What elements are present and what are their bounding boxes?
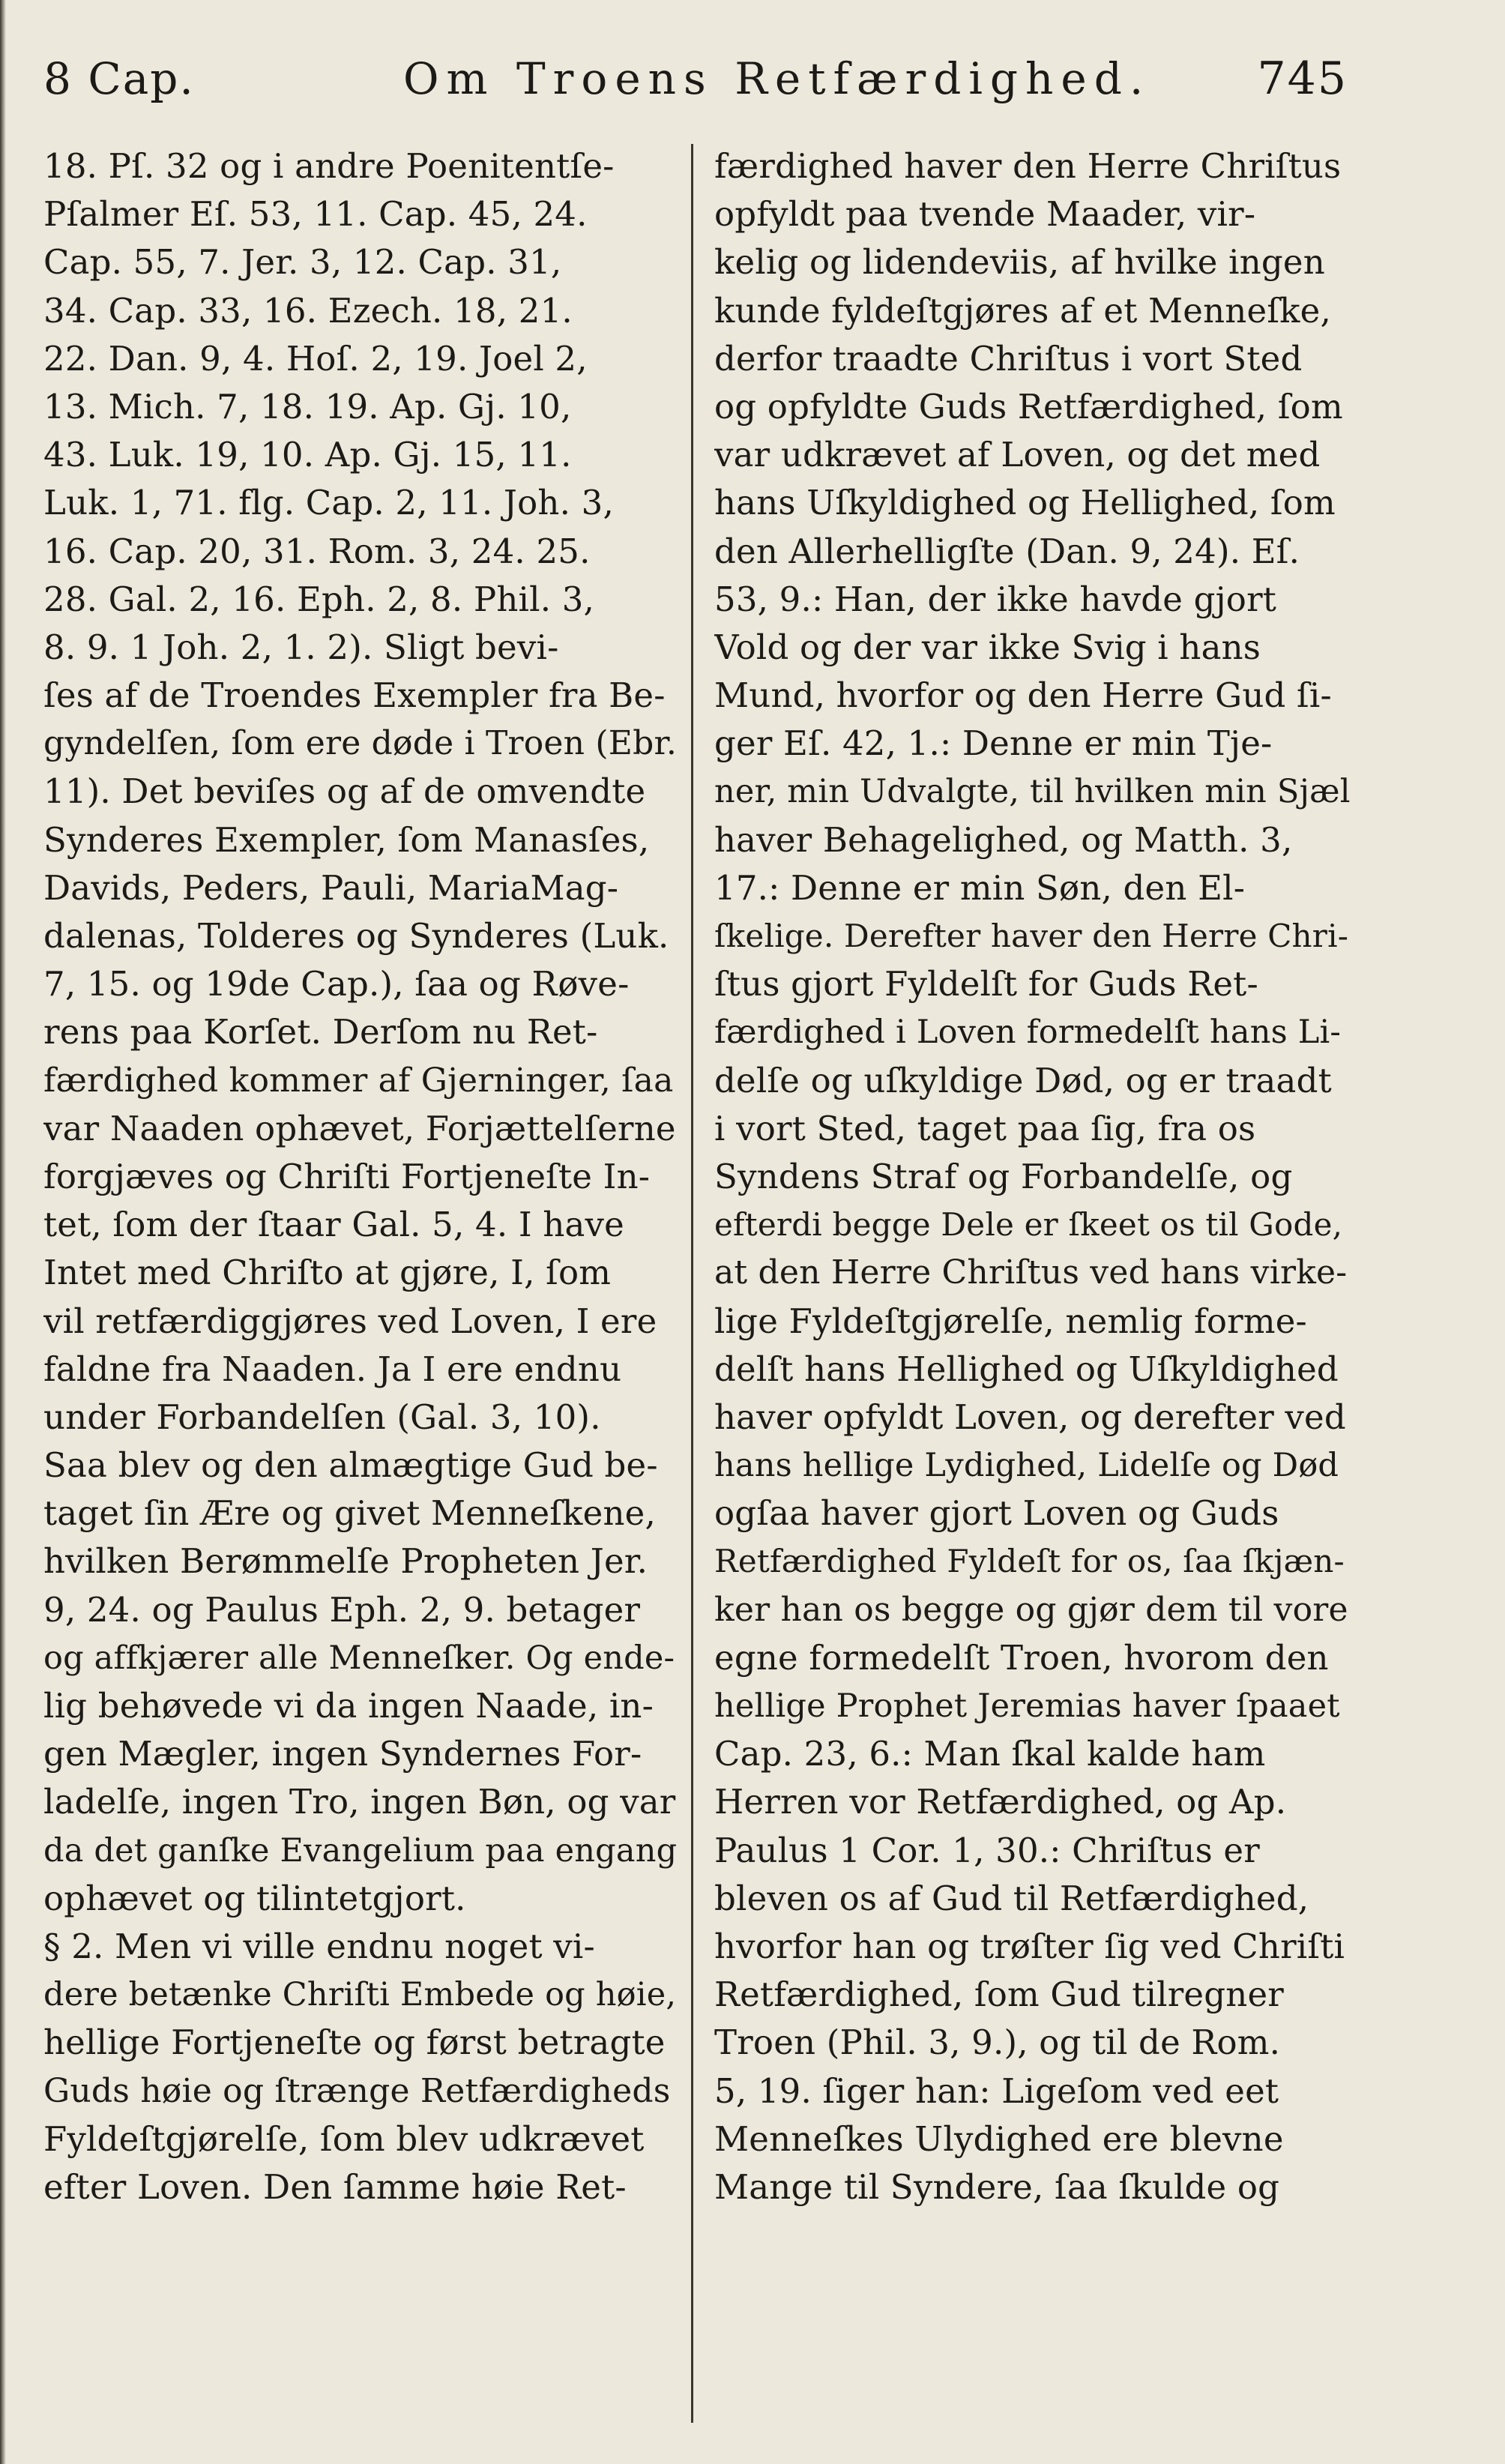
text-line: Retfærdighed, ſom Gud tilregner <box>714 1974 1284 2015</box>
text-line: var udkrævet af Loven, og det med <box>714 435 1321 475</box>
text-line: taget ſin Ære og givet Menneſkene, <box>43 1493 656 1534</box>
text-line: opfyldt paa tvende Maader, vir- <box>714 194 1256 235</box>
text-line: 11). Det beviſes og af de omvendte <box>43 771 646 812</box>
text-line: den Allerhelligſte (Dan. 9, 24). Eſ. <box>714 531 1300 571</box>
text-line: rens paa Korſet. Derſom nu Ret- <box>43 1012 598 1052</box>
running-title: Om Troens Retfærdighed. <box>403 53 1151 104</box>
right-text-column <box>714 142 1351 2211</box>
text-line: ger Eſ. 42, 1.: Denne er min Tje- <box>714 723 1273 764</box>
text-line: haver opfyldt Loven, og derefter ved <box>714 1397 1346 1437</box>
text-line: delſe og uſkyldige Død, og er traadt <box>714 1060 1332 1100</box>
text-line: Mund, hvorfor og den Herre Gud ſi- <box>714 675 1332 716</box>
text-line: færdighed kommer af Gjerninger, ſaa <box>43 1061 674 1100</box>
text-line: Synderes Exempler, ſom Manasſes, <box>43 819 650 860</box>
text-line: Fyldeſtgjørelſe, ſom blev udkrævet <box>43 2118 645 2159</box>
running-head <box>43 45 1348 112</box>
text-line: Luk. 1, 71. flg. Cap. 2, 11. Joh. 3, <box>43 483 614 523</box>
text-line: efterdi begge Dele er ſkeet os til Gode, <box>714 1206 1343 1244</box>
text-line: at den Herre Chriſtus ved hans virke- <box>714 1253 1348 1292</box>
left-text-column <box>43 142 681 2211</box>
text-line: dalenas, Tolderes og Synderes (Luk. <box>43 916 669 956</box>
text-line: Syndens Straf og Forbandelſe, og <box>714 1156 1293 1196</box>
text-line: derfor traadte Chriſtus i vort Sted <box>714 338 1303 379</box>
text-line: gen Mægler, ingen Syndernes For- <box>43 1734 642 1774</box>
text-line: og affkjærer alle Menneſker. Og ende- <box>43 1639 675 1677</box>
text-line: færdighed i Loven formedelſt hans Li- <box>714 1013 1342 1052</box>
text-line: 34. Cap. 33, 16. Ezech. 18, 21. <box>43 290 573 331</box>
text-line: 53, 9.: Han, der ikke havde gjort <box>714 579 1277 619</box>
text-line: § 2. Men vi ville endnu noget vi- <box>43 1926 595 1966</box>
text-line: Troen (Phil. 3, 9.), og til de Rom. <box>714 2022 1281 2063</box>
text-line: Intet med Chriſto at gjøre, I, ſom <box>43 1253 612 1293</box>
text-line: egne formedelſt Troen, hvorom den <box>714 1637 1329 1678</box>
text-line: 9, 24. og Paulus Eph. 2, 9. betager <box>43 1589 641 1630</box>
text-line: forgjæves og Chriſti Fortjeneſte In- <box>43 1156 651 1196</box>
text-line: efter Loven. Den ſamme høie Ret- <box>43 2166 627 2207</box>
text-line: 5, 19. ſiger han: Ligeſom ved eet <box>714 2070 1279 2111</box>
text-line: 13. Mich. 7, 18. 19. Ap. Gj. 10, <box>43 386 572 427</box>
text-line: Paulus 1 Cor. 1, 30.: Chriſtus er <box>714 1830 1260 1870</box>
text-line: og opfyldte Guds Retfærdighed, ſom <box>714 386 1343 427</box>
text-line: Cap. 23, 6.: Man ſkal kalde ham <box>714 1734 1266 1774</box>
text-line: ſtus gjort Fyldelſt for Guds Ret- <box>714 964 1258 1004</box>
text-line: hellige Fortjeneſte og først betragte <box>43 2022 666 2063</box>
page-gutter-shadow <box>0 0 6 2464</box>
text-line: Pſalmer Eſ. 53, 11. Cap. 45, 24. <box>43 194 588 235</box>
text-line: Herren vor Retfærdighed, og Ap. <box>714 1782 1287 1822</box>
text-line: gyndelſen, ſom ere døde i Troen (Ebr. <box>43 724 678 763</box>
page-number: 745 <box>1257 52 1348 105</box>
text-line: da det ganſke Evangelium paa engang <box>43 1831 678 1870</box>
text-line: delſt hans Hellighed og Uſkyldighed <box>714 1349 1339 1389</box>
text-line: lige Fyldeſtgjørelſe, nemlig forme- <box>714 1301 1307 1341</box>
text-line: Davids, Peders, Pauli, MariaMag- <box>43 867 619 908</box>
text-line: Retfærdighed Fyldeſt for os, ſaa ſkjæn- <box>714 1543 1345 1580</box>
text-line: 7, 15. og 19de Cap.), ſaa og Røve- <box>43 964 630 1004</box>
text-line: kelig og lidendeviis, af hvilke ingen <box>714 242 1325 283</box>
text-line: bleven os af Gud til Retfærdighed, <box>714 1878 1309 1918</box>
text-line: ſkelige. Derefter haver den Herre Chri- <box>714 918 1349 954</box>
text-line: 8. 9. 1 Joh. 2, 1. 2). Sligt bevi- <box>43 627 559 667</box>
text-line: kunde fyldeſtgjøres af et Menneſke, <box>714 290 1331 331</box>
text-line: Vold og der var ikke Svig i hans <box>714 627 1261 667</box>
text-line: 22. Dan. 9, 4. Hoſ. 2, 19. Joel 2, <box>43 338 588 379</box>
text-line: 17.: Denne er min Søn, den El- <box>714 867 1246 908</box>
text-line: i vort Sted, taget paa ſig, fra os <box>714 1108 1256 1148</box>
text-line: ker han os begge og gjør dem til vore <box>714 1590 1348 1629</box>
text-line: Guds høie og ſtrænge Retfærdigheds <box>43 2071 671 2110</box>
text-line: 18. Pſ. 32 og i andre Poenitentſe- <box>43 146 615 186</box>
text-line: dere betænke Chriſti Embede og høie, <box>43 1976 677 2014</box>
text-line: hellige Prophet Jeremias haver ſpaaet <box>714 1687 1340 1725</box>
text-line: færdighed haver den Herre Chriſtus <box>714 146 1342 186</box>
chapter-label: 8 Cap. <box>43 53 195 104</box>
text-line: ogſaa haver gjort Loven og Guds <box>714 1493 1279 1534</box>
text-line: lig behøvede vi da ingen Naade, in- <box>43 1686 654 1726</box>
text-line: var Naaden ophævet, Forjættelſerne <box>43 1108 676 1148</box>
text-line: 28. Gal. 2, 16. Eph. 2, 8. Phil. 3, <box>43 579 595 619</box>
text-line: ner, min Udvalgte, til hvilken min Sjæl <box>714 773 1351 811</box>
text-line: ſes af de Troendes Exempler fra Be- <box>43 675 666 716</box>
text-line: hans Uſkyldighed og Hellighed, ſom <box>714 483 1336 523</box>
text-line: 43. Luk. 19, 10. Ap. Gj. 15, 11. <box>43 435 572 475</box>
text-line: Saa blev og den almægtige Gud be- <box>43 1445 658 1486</box>
text-line: hans hellige Lydighed, Lidelſe og Død <box>714 1447 1339 1485</box>
text-line: hvilken Berømmelſe Propheten Jer. <box>43 1541 648 1582</box>
text-line: Menneſkes Ulydighed ere blevne <box>714 2118 1284 2159</box>
text-line: Mange til Syndere, ſaa ſkulde og <box>714 2166 1280 2207</box>
column-divider <box>691 144 693 2423</box>
text-line: tet, ſom der ſtaar Gal. 5, 4. I have <box>43 1205 624 1245</box>
text-line: haver Behagelighed, og Matth. 3, <box>714 819 1293 860</box>
text-line: ophævet og tilintetgjort. <box>43 1878 466 1918</box>
text-line: Cap. 55, 7. Jer. 3, 12. Cap. 31, <box>43 242 562 283</box>
text-line: vil retfærdiggjøres ved Loven, I ere <box>43 1301 657 1341</box>
text-line: 16. Cap. 20, 31. Rom. 3, 24. 25. <box>43 531 591 571</box>
text-line: ladelſe, ingen Tro, ingen Bøn, og var <box>43 1782 676 1822</box>
text-line: hvorfor han og trøſter ſig ved Chriſti <box>714 1926 1345 1966</box>
text-line: faldne fra Naaden. Ja I ere endnu <box>43 1349 622 1389</box>
text-line: under Forbandelſen (Gal. 3, 10). <box>43 1397 601 1437</box>
